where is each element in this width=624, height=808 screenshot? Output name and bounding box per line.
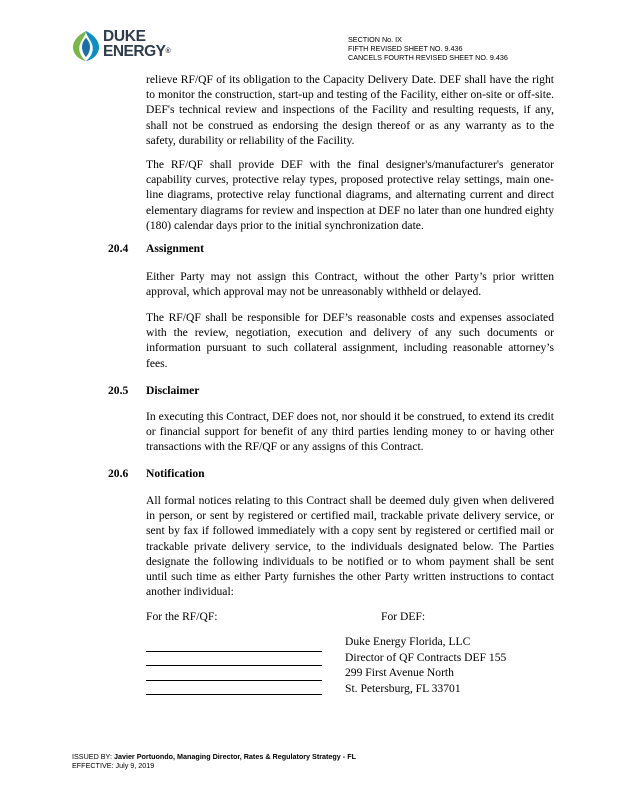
page-footer: [72, 752, 356, 770]
address-line: 299 First Avenue North: [345, 666, 454, 680]
effective-date: EFFECTIVE: July 9, 2019: [72, 761, 155, 770]
def-address: [345, 634, 506, 696]
section-title-assignment: Assignment: [146, 242, 204, 255]
paragraph-relay-diagrams: The RF/QF shall provide DEF with the final designer's/manufacturer's generator capability curves, protective relay types, proposed protective relay settings, main one-line diagrams, protective relay functional diagrams, and alternating current and direct elementary diagrams for review and inspection at DEF no later than one hundred eighty (180) calendar days prior to the initial synchronization date.: [146, 158, 554, 232]
def-label: For DEF:: [381, 610, 426, 623]
sheet-number: FIFTH REVISED SHEET NO. 9.436: [348, 44, 463, 53]
address-line: Director of QF Contracts DEF 155: [345, 650, 507, 664]
section-title-notification: Notification: [146, 467, 205, 480]
signature-line: [146, 651, 322, 652]
paragraph-disclaimer: In executing this Contract, DEF does not, nor should it be construed, to extend its credit or financial support for benefit of any third parties lending money to or having other transactions with the RF/QF or any assigns of this Contract.: [146, 410, 554, 454]
cancels-sheet: CANCELS FOURTH REVISED SHEET NO. 9.436: [348, 53, 508, 62]
logo-line2: ENERGY: [103, 43, 166, 60]
issued-by-label: ISSUED BY:: [72, 752, 112, 761]
duke-energy-logo-icon: [70, 29, 102, 63]
logo-wordmark: [103, 29, 170, 59]
duke-energy-logo: [70, 27, 190, 67]
signature-line: [146, 680, 322, 681]
section-number-20-4: 20.4: [108, 242, 129, 255]
signature-line: [146, 694, 322, 695]
signature-line: [146, 665, 322, 666]
rfqf-label: For the RF/QF:: [146, 610, 218, 623]
address-line: Duke Energy Florida, LLC: [345, 635, 471, 648]
section-number-20-6: 20.6: [108, 467, 129, 480]
paragraph-costs: The RF/QF shall be responsible for DEF’s reasonable costs and expenses associated with the review, negotiation, execution and delivery of any such documents or information pursuant to such collateral assignment, including reasonable attorney’s fees.: [146, 311, 554, 370]
sheet-header: [348, 35, 508, 62]
logo-line1: DUKE: [103, 28, 146, 45]
section-number: SECTION No. IX: [348, 35, 402, 44]
logo-registered: ®: [165, 48, 171, 55]
paragraph-assignment: Either Party may not assign this Contract, without the other Party’s prior written approval, which approval may not be unreasonably withheld or delayed.: [146, 270, 554, 299]
issued-by-value: Javier Portuondo, Managing Director, Rates & Regulatory Strategy - FL: [111, 752, 356, 761]
address-line: St. Petersburg, FL 33701: [345, 681, 461, 695]
paragraph-monitoring: relieve RF/QF of its obligation to the Capacity Delivery Date. DEF shall have the right to monitor the construction, start-up and testing of the Facility, either on-site or off-site. DEF's technical review and inspections of the Facility and resulting requests, if any, shall not be construed as endorsing the design thereof or as any warranty as to the safety, durability or reliability of the Facility.: [146, 73, 554, 147]
section-number-20-5: 20.5: [108, 384, 129, 397]
paragraph-notification: All formal notices relating to this Contract shall be deemed duly given when delivered in person, or sent by registered or certified mail, trackable private delivery service, or sent by fax if followed immediately with a copy sent by registered or certified mail or trackable private delivery service, to the individuals designated below. The Parties designate the following individuals to be notified or to whom payment shall be sent until such time as either Party furnishes the other Party written instructions to contact another individual:: [146, 494, 554, 599]
section-title-disclaimer: Disclaimer: [146, 384, 200, 397]
